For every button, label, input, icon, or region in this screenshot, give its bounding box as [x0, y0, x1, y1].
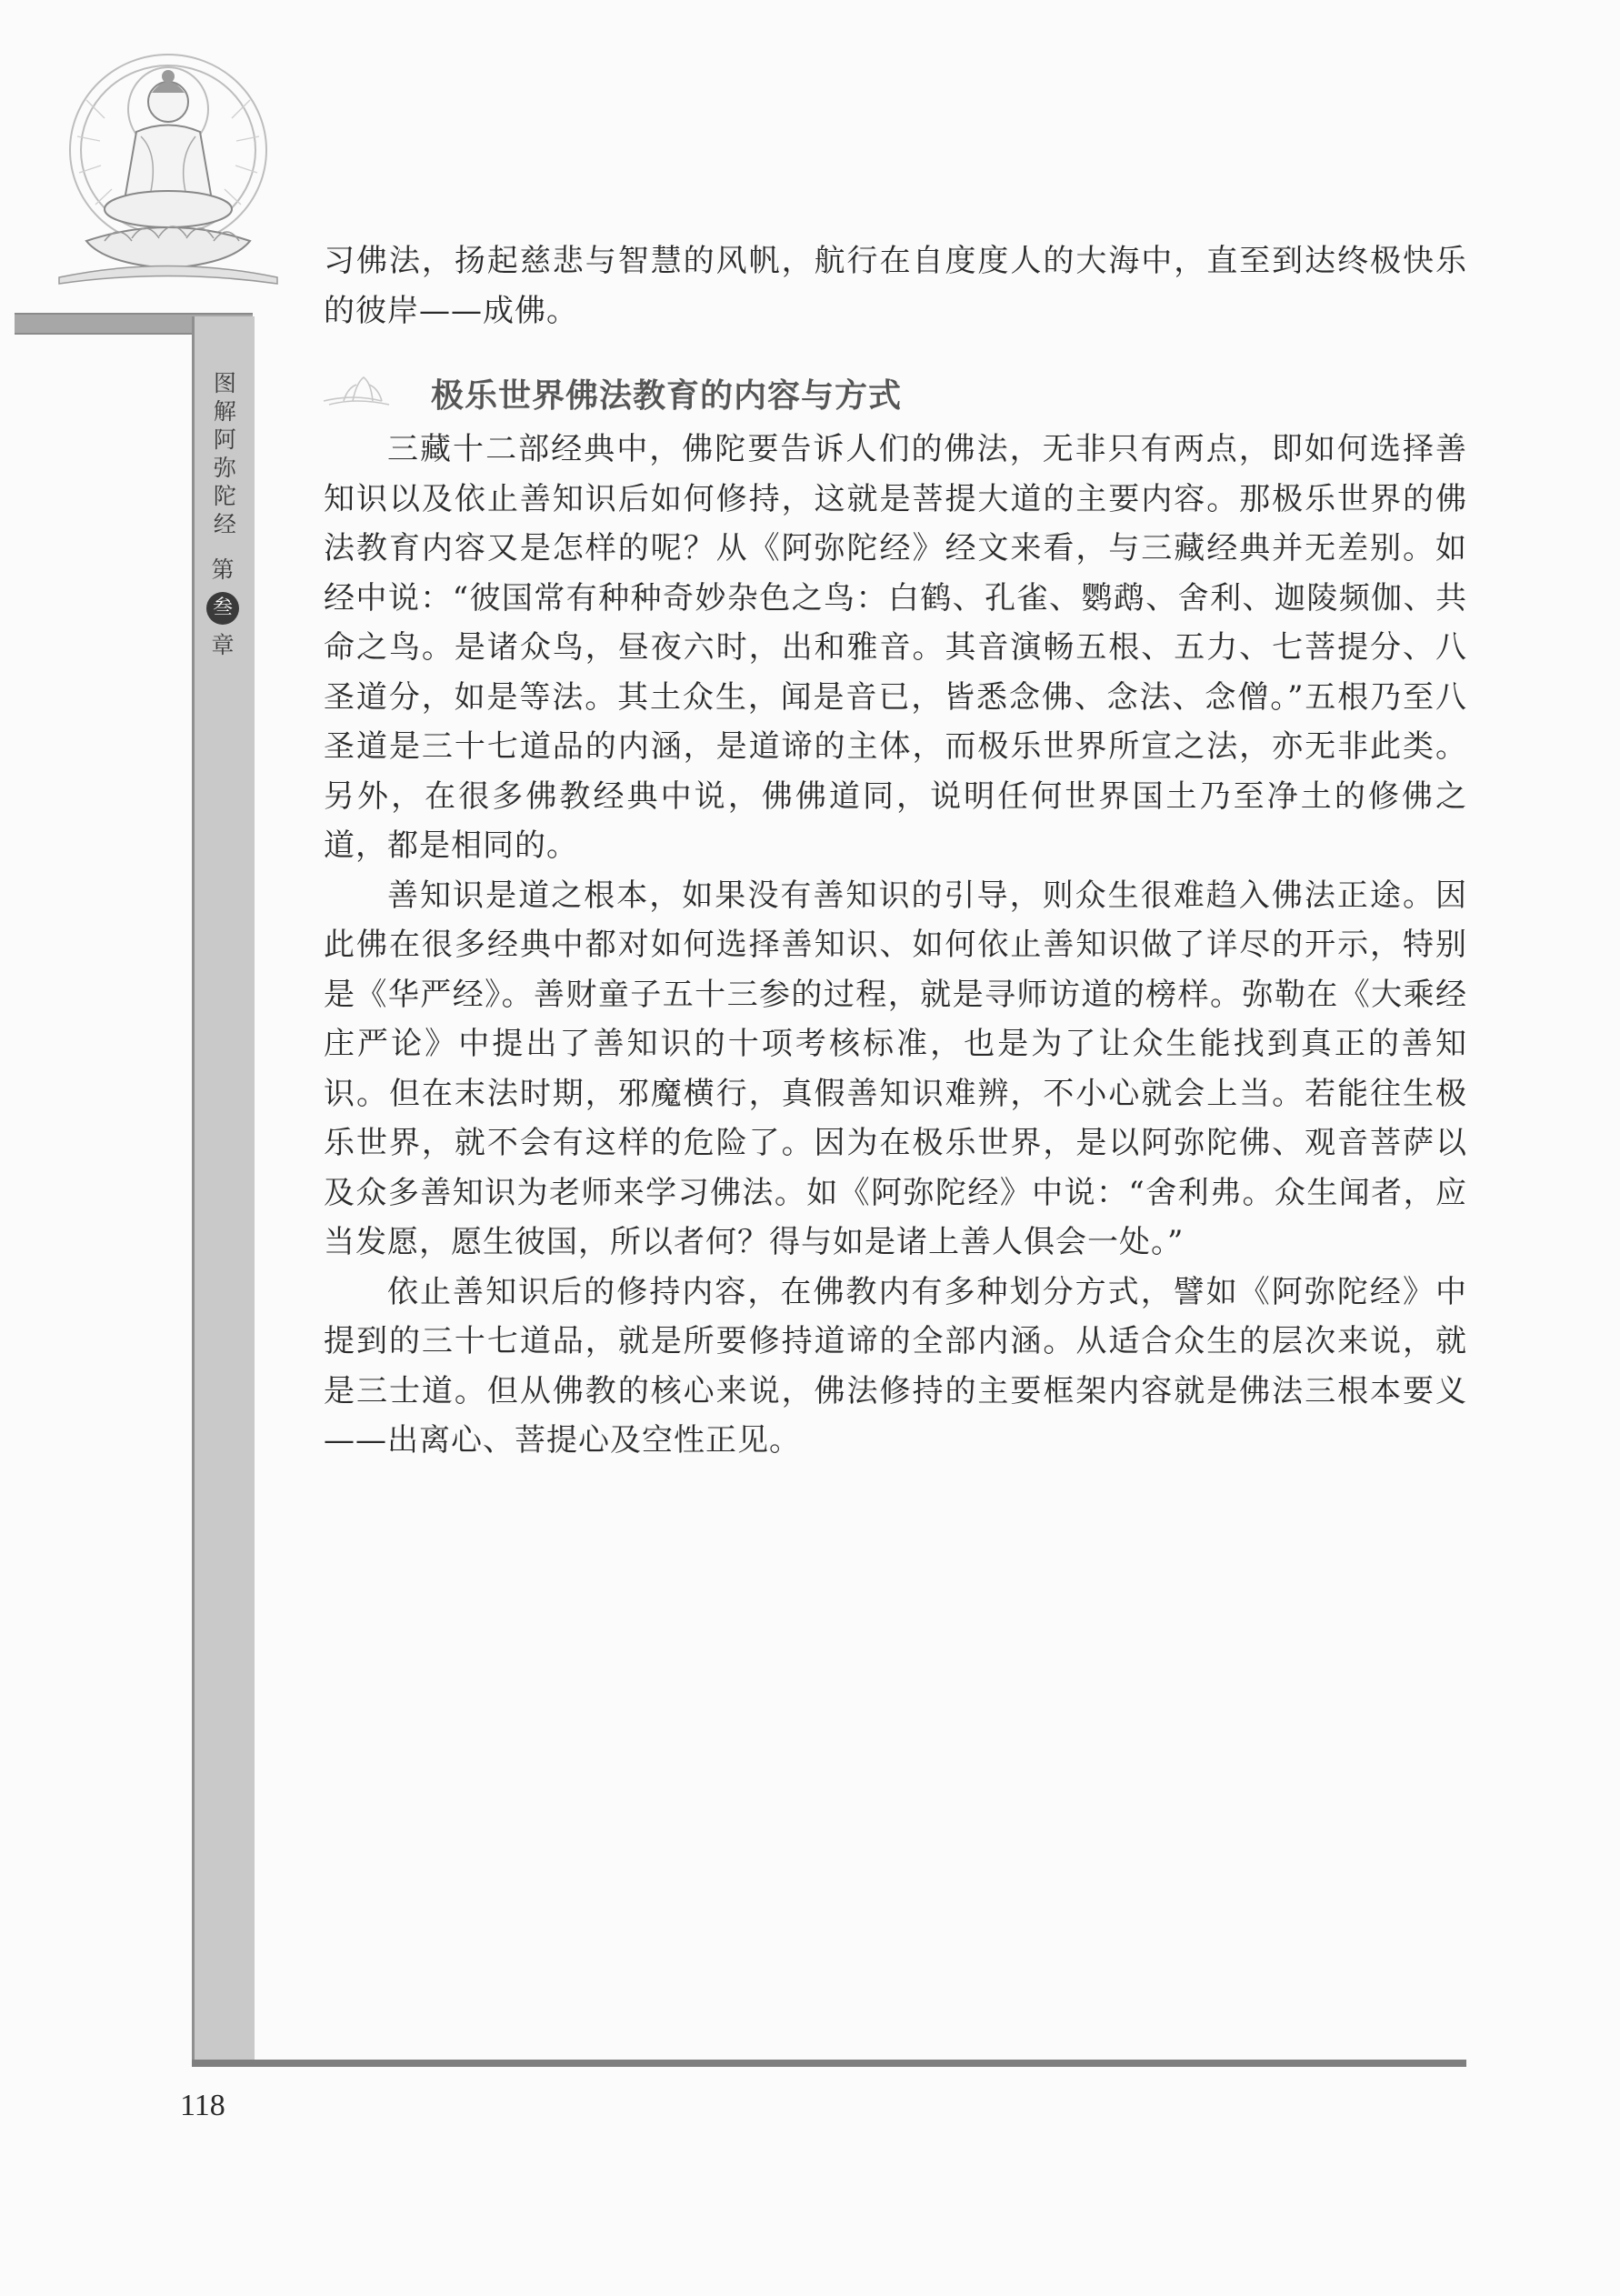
book-title: 图解阿弥陀经	[210, 371, 237, 540]
paragraph-2: 善知识是道之根本，如果没有善知识的引导，则众生很难趋入佛法正途。因此佛在很多经典中都对如何选择善知识、如何依止善知识做了详尽的开示，特别是《华严经》。善财童子五十三参的过程，就是寻师访道的榜样。弥勒在《大乘经庄严论》中提出了善知识的十项考核标准，也是为了让众生能找到真正的善知识。但在末法时期，邪魔横行，真假善知识难辨，不小心就会上当。若能往生极乐世界，就不会有这样的危险了。因为在极乐世界，是以阿弥陀佛、观音菩萨以及众多善知识为老师来学习佛法。如《阿弥陀经》中说：“舍利弗。众生闻者，应当发愿，愿生彼国，所以者何？得与如是诸上善人俱会一处。”	[324, 877, 1467, 1260]
paragraph-1: 三藏十二部经典中，佛陀要告诉人们的佛法，无非只有两点，即如何选择善知识以及依止善知识后如何修持，这就是菩提大道的主要内容。那极乐世界的佛法教育内容又是怎样的呢？从《阿弥陀经》经文来看，与三藏经典并无差别。如经中说：“彼国常有种种奇妙杂色之鸟：白鹤、孔雀、鹦鹉、舍利、迦陵频伽、共命之鸟。是诸众鸟，昼夜六时，出和雅音。其音演畅五根、五力、七菩提分、八圣道分，如是等法。其土众生，闻是音已，皆悉念佛、念法、念僧。”五根乃至八圣道是三十七道品的内涵，是道谛的主体，而极乐世界所宣之法，亦无非此类。另外，在很多佛教经典中说，佛佛道同，说明任何世界国土乃至净土的修佛之道，都是相同的。	[324, 431, 1467, 864]
chapter-prefix: 第	[211, 556, 235, 583]
lotus-ornament-icon	[316, 374, 425, 410]
page-number: 118	[180, 2089, 225, 2122]
intro-paragraph: 习佛法，扬起慈悲与智慧的风帆，航行在自度度人的大海中，直至到达终极快乐的彼岸——成佛。	[324, 243, 1467, 329]
section-heading-text: 极乐世界佛法教育的内容与方式	[431, 377, 903, 415]
main-text	[324, 236, 1467, 1466]
bottom-rule	[192, 2060, 1466, 2067]
buddha-emblem-icon	[50, 45, 286, 300]
section-heading	[324, 366, 1467, 419]
sidebar-title	[200, 371, 245, 664]
chapter-mark	[206, 553, 239, 664]
chapter-number-badge: 叁	[206, 592, 239, 625]
paragraph-3: 依止善知识后的修持内容，在佛教内有多种划分方式，譬如《阿弥陀经》中提到的三十七道品，就是所要修持道谛的全部内涵。从适合众生的层次来说，就是三士道。但从佛教的核心来说，佛法修持的主要框架内容就是佛法三根本要义——出离心、菩提心及空性正见。	[324, 1273, 1467, 1459]
chapter-suffix: 章	[211, 631, 235, 658]
